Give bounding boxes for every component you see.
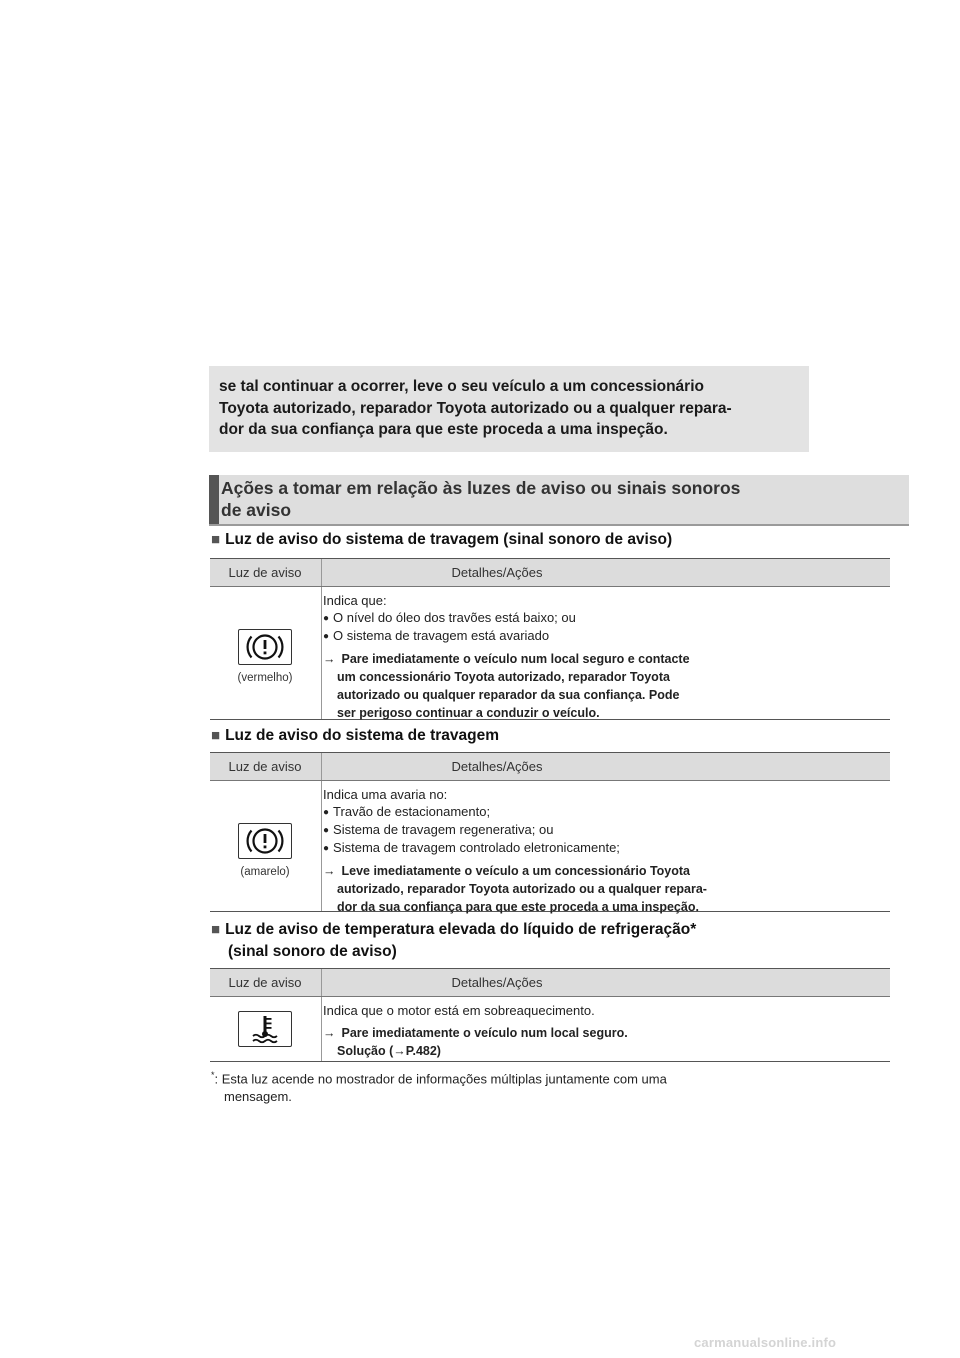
notice-box: [209, 366, 809, 452]
header-details: Detalhes/Ações: [321, 753, 672, 780]
notice-text: [219, 376, 779, 441]
table-row: [210, 587, 890, 719]
warning-table: [210, 752, 890, 912]
header-warning-light: Luz de aviso: [228, 759, 302, 774]
subsection-heading: ■ Luz de aviso do sistema de travagem (sinal sonoro de aviso): [211, 531, 673, 548]
table-row: [210, 997, 890, 1061]
icon-color-label: (vermelho): [237, 672, 293, 684]
section-header: [209, 475, 909, 526]
list-item: ● Travão de estacionamento;: [323, 803, 923, 821]
notice-line: Toyota autorizado, reparador Toyota autorizado ou a qualquer repara-: [219, 399, 732, 417]
arrow-icon: →: [323, 864, 336, 878]
notice-line: dor da sua confiança para que este proceda a uma inspeção.: [219, 421, 668, 438]
header-details: Detalhes/Ações: [321, 559, 672, 586]
header-warning-light: Luz de aviso: [228, 975, 302, 990]
details-cell: Indica uma avaria no: ● Travão de estacionamento; ● Sistema de travagem regenerativa; ou ● Sistema de travagem controlado eletronicamente; → Leve imediatamente o veículo a um concessionário Toyota autorizado, reparador Toyota autorizado ou a qualquer repara- dor da sua confiança para que este proceda a uma inspeção.: [323, 786, 923, 916]
brake-warning-icon: [238, 629, 292, 665]
section-header-bar: [209, 475, 219, 524]
list-item: ● Sistema de travagem controlado eletronicamente;: [323, 839, 923, 857]
action-line: → Leve imediatamente o veículo a um concessionário Toyota: [323, 864, 690, 878]
details-cell: Indica que o motor está em sobreaquecimento. → Pare imediatamente o veículo num local seguro. Solução (→P.482): [323, 1002, 923, 1060]
subsection-heading: ■ Luz de aviso do sistema de travagem: [211, 727, 499, 744]
warning-table: [210, 968, 890, 1062]
section-title: Ações a tomar em relação às luzes de aviso ou sinais sonoros de aviso: [221, 478, 741, 520]
square-bullet-icon: ■: [211, 531, 221, 548]
header-details: Detalhes/Ações: [321, 969, 672, 996]
watermark: carmanualsonline.info: [694, 1335, 837, 1350]
table-header: [210, 559, 890, 587]
warning-table: [210, 558, 890, 720]
brake-warning-icon: [238, 823, 292, 859]
coolant-temperature-icon: [238, 1011, 292, 1047]
table-header: [210, 753, 890, 781]
notice-line: se tal continuar a ocorrer, leve o seu veículo a um concessionário: [219, 378, 704, 395]
table-header: [210, 969, 890, 997]
square-bullet-icon: ■: [211, 921, 221, 938]
footnote: *: Esta luz acende no mostrador de informações múltiplas juntamente com uma mensagem.: [211, 1070, 667, 1105]
list-item: ● O nível do óleo dos travões está baixo; ou: [323, 609, 923, 627]
list-item: ● Sistema de travagem regenerativa; ou: [323, 821, 923, 839]
footnote-marker: *: [211, 1070, 215, 1080]
details-cell: Indica que: ● O nível do óleo dos travões está baixo; ou ● O sistema de travagem está avariado → Pare imediatamente o veículo num local seguro e contacte um concessionário Toyota autorizado, reparador Toyota autorizado ou qualquer reparador da sua confiança. Pode ser perigoso continuar a conduzir o veículo.: [323, 592, 923, 722]
header-warning-light: Luz de aviso: [228, 565, 302, 580]
action-line: → Pare imediatamente o veículo num local seguro e contacte: [323, 652, 690, 666]
action-line: → Pare imediatamente o veículo num local seguro.: [323, 1026, 628, 1040]
table-row: [210, 781, 890, 914]
list-item: ● O sistema de travagem está avariado: [323, 627, 923, 645]
icon-color-label: (amarelo): [240, 866, 290, 878]
square-bullet-icon: ■: [211, 727, 221, 744]
subsection-heading: ■ Luz de aviso de temperatura elevada do líquido de refrigeração* (sinal sonoro de aviso): [211, 921, 697, 960]
arrow-icon: →: [323, 1026, 336, 1040]
arrow-icon: →: [323, 652, 336, 666]
